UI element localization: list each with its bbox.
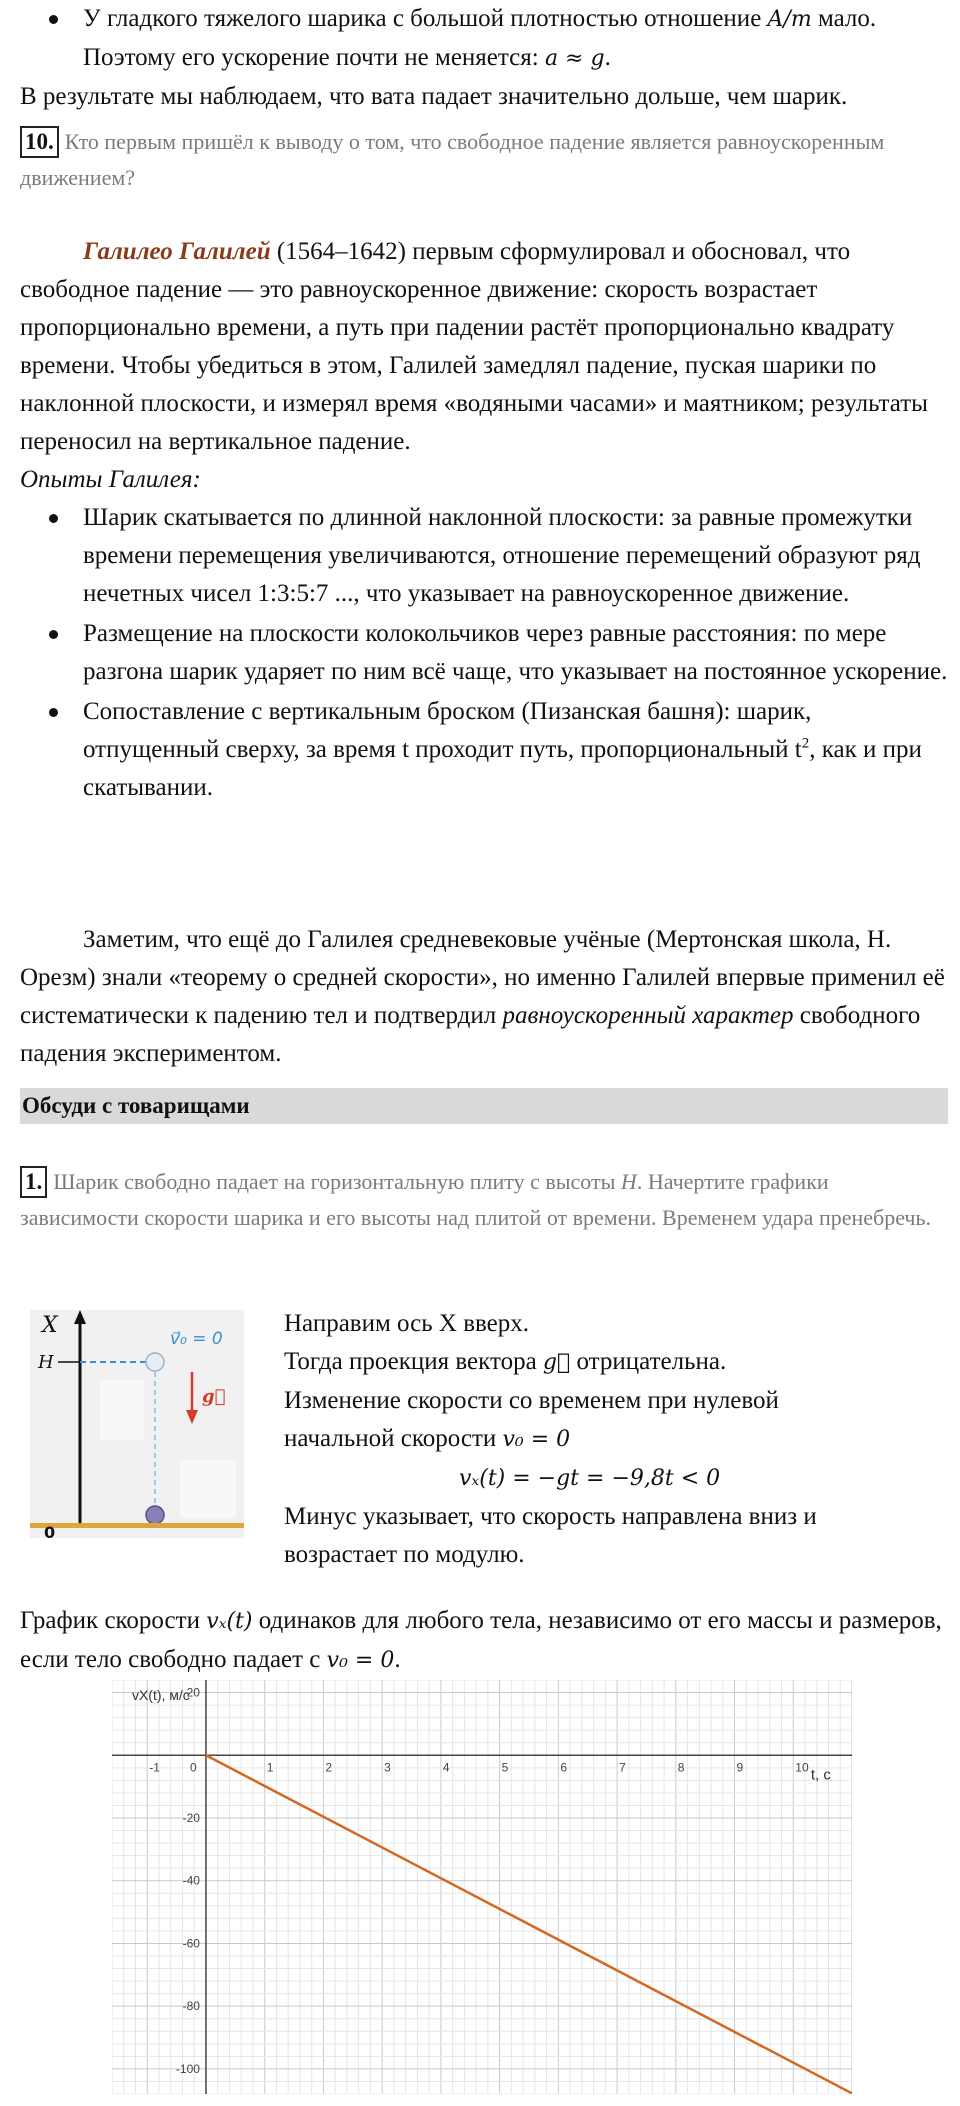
velocity-chart-svg bbox=[112, 1680, 852, 2094]
math-a-approx-g: a ≈ g bbox=[544, 46, 605, 71]
axis-label-x: X bbox=[42, 1313, 58, 1338]
experiment-item: Шарик скатывается по длинной наклонной плоскости: за равные промежутки времени перемещения увеличиваются, отношение перемещений образуют ряд нечетных чисел 1:3:5:7 ..., что указывает на равноускоренное движение. bbox=[20, 499, 948, 613]
explanation-line bbox=[284, 1343, 934, 1382]
top-bullet-block bbox=[20, 0, 948, 116]
experiment-text: Сопоставление с вертикальным броском (Пизанская башня): шарик, отпущенный сверху, за время t проходит путь, пропорциональный t bbox=[83, 698, 812, 763]
velocity-line bbox=[206, 1755, 852, 2093]
g-arrow-icon bbox=[186, 1410, 198, 1424]
experiment-text: , как и при скатывании. bbox=[83, 736, 922, 801]
x-tick-label: 8 bbox=[677, 1760, 685, 1775]
x-tick-label: 10 bbox=[795, 1760, 809, 1775]
x-tick-label: 9 bbox=[736, 1760, 744, 1775]
explanation-line bbox=[284, 1420, 934, 1459]
origin-label: 0 bbox=[189, 1760, 197, 1775]
explanation-text: начальной скорости bbox=[284, 1425, 503, 1452]
x-tick-label: 1 bbox=[266, 1760, 274, 1775]
galileo-paragraph bbox=[20, 233, 948, 807]
bullet-item bbox=[20, 0, 948, 78]
result-line: В результате мы наблюдаем, что вата падает значительно дольше, чем шарик. bbox=[20, 83, 848, 110]
x-tick-label: 2 bbox=[325, 1760, 333, 1775]
ball-bottom-icon bbox=[146, 1506, 164, 1524]
superscript: 2 bbox=[801, 735, 810, 752]
galileo-name: Галилео Галилей bbox=[83, 238, 271, 265]
bullet-text: У гладкого тяжелого шарика с большой плотностью отношение bbox=[83, 5, 768, 32]
velocity-chart bbox=[112, 1680, 852, 2106]
y-axis-label: vX(t), м/с bbox=[131, 1687, 190, 1703]
y-tick-label: -40 bbox=[182, 1873, 200, 1888]
math-v0: v₀ = 0 bbox=[326, 1648, 395, 1673]
question-text: . Начертите графики зависимости скорости шарика и его высоты над плитой от времени. Временем удара пренебречь. bbox=[20, 1169, 932, 1230]
x-tick-label: 6 bbox=[560, 1760, 568, 1775]
ball-top-icon bbox=[146, 1353, 164, 1371]
bullet-text: . bbox=[604, 44, 611, 71]
experiments-title: Опыты Галилея: bbox=[20, 466, 201, 493]
series bbox=[206, 1755, 852, 2093]
y-tick-label: 20 bbox=[186, 1685, 200, 1700]
question-number: 1. bbox=[20, 1166, 47, 1198]
x-tick-label: 5 bbox=[501, 1760, 509, 1775]
note-text: одинаков для любого тела, независимо от его массы и размеров, если тело свободно падает с bbox=[20, 1607, 942, 1673]
formula-line bbox=[284, 1459, 934, 1498]
explanation-text: отрицательна. bbox=[570, 1348, 727, 1375]
figure-shade bbox=[180, 1460, 236, 1518]
note-text: . bbox=[394, 1646, 401, 1673]
ground-line bbox=[30, 1523, 244, 1528]
question-text: Кто первым пришёл к выводу о том, что свободное падение является равноускоренным движением? bbox=[20, 129, 885, 190]
y-tick-label: -80 bbox=[182, 1999, 200, 2014]
note-text: График скорости bbox=[20, 1607, 207, 1634]
x-tick-label: -1 bbox=[149, 1760, 160, 1775]
note-italic: равноускоренный характер bbox=[502, 1002, 794, 1029]
y-tick-label: -60 bbox=[182, 1936, 200, 1951]
math-h: H bbox=[620, 1169, 637, 1194]
galileo-text: (1564–1642) первым сформулировал и обосновал, что свободное падение — это равноускоренное движение: скорость возрастает пропорционально времени, а путь при падении растёт пропорционально квадрату времени. Чтобы убедиться в этом, Галилей замедлял падение, пуская шарики по наклонной плоскости, и измерял время «водяными часами» и маятником; результаты переносил на вертикальное падение. bbox=[20, 238, 928, 455]
explanation-line: Направим ось X вверх. bbox=[284, 1310, 530, 1337]
figure-svg bbox=[30, 1310, 244, 1538]
grid bbox=[112, 1680, 852, 2094]
question-number: 10. bbox=[20, 126, 59, 158]
math-am: A/m bbox=[767, 7, 812, 32]
explanation-line: возрастает по модулю. bbox=[284, 1541, 525, 1568]
bullet-text: мало. Поэтому его ускорение почти не меняется: bbox=[83, 5, 877, 71]
explanation-column bbox=[284, 1305, 934, 1574]
v0-label: v⃗₀ = 0 bbox=[170, 1329, 223, 1349]
axes bbox=[112, 1680, 852, 2094]
explanation-line: Изменение скорости со временем при нулевой bbox=[284, 1387, 779, 1414]
x-tick-label: 7 bbox=[619, 1760, 626, 1775]
explanation-line: Минус указывает, что скорость направлена вниз и bbox=[284, 1503, 817, 1530]
graph-note bbox=[20, 1602, 948, 1680]
note-paragraph bbox=[20, 921, 948, 1073]
x-axis-label: t, с bbox=[810, 1766, 831, 1784]
question-1 bbox=[20, 1164, 948, 1236]
axis-arrow-icon bbox=[74, 1310, 86, 1324]
figure-shade bbox=[100, 1380, 144, 1440]
y-tick-label: -100 bbox=[175, 2061, 200, 2076]
x-tick-label: 3 bbox=[384, 1760, 391, 1775]
math-vx: vₓ(t) bbox=[206, 1609, 253, 1634]
question-text: Шарик свободно падает на горизонтальную плиту с высоты bbox=[53, 1169, 621, 1194]
note-text: Заметим, что ещё до Галилея средневековые учёные (Мертонская школа, Н. Орезм) знали «теорему о средней скорости», но именно Галилей впервые применил её систематически к падению тел и подтвердил bbox=[20, 926, 945, 1029]
g-label: g⃗ bbox=[202, 1386, 226, 1407]
height-label: H bbox=[38, 1352, 54, 1373]
experiments-list bbox=[20, 499, 948, 807]
section-heading: Обсуди с товарищами bbox=[20, 1088, 948, 1124]
falling-ball-figure bbox=[30, 1310, 244, 1538]
math-v0: v₀ = 0 bbox=[502, 1427, 571, 1452]
experiment-item bbox=[20, 693, 948, 807]
explanation-text: Тогда проекция вектора bbox=[284, 1348, 543, 1375]
question-10 bbox=[20, 124, 948, 196]
y-tick-label: -20 bbox=[182, 1811, 200, 1825]
x-tick-label: 4 bbox=[442, 1760, 450, 1775]
note-text: свободного падения экспериментом. bbox=[20, 1002, 921, 1067]
origin-label: 0 bbox=[44, 1523, 56, 1538]
math-g-vector: g⃗ bbox=[542, 1350, 571, 1375]
experiment-item: Размещение на плоскости колокольчиков через равные расстояния: по мере разгона шарик ударяет по ним всё чаще, что указывает на постоянное ускорение. bbox=[20, 615, 948, 691]
velocity-formula: vₓ(t) = −gt = −9,8t < 0 bbox=[459, 1466, 721, 1491]
